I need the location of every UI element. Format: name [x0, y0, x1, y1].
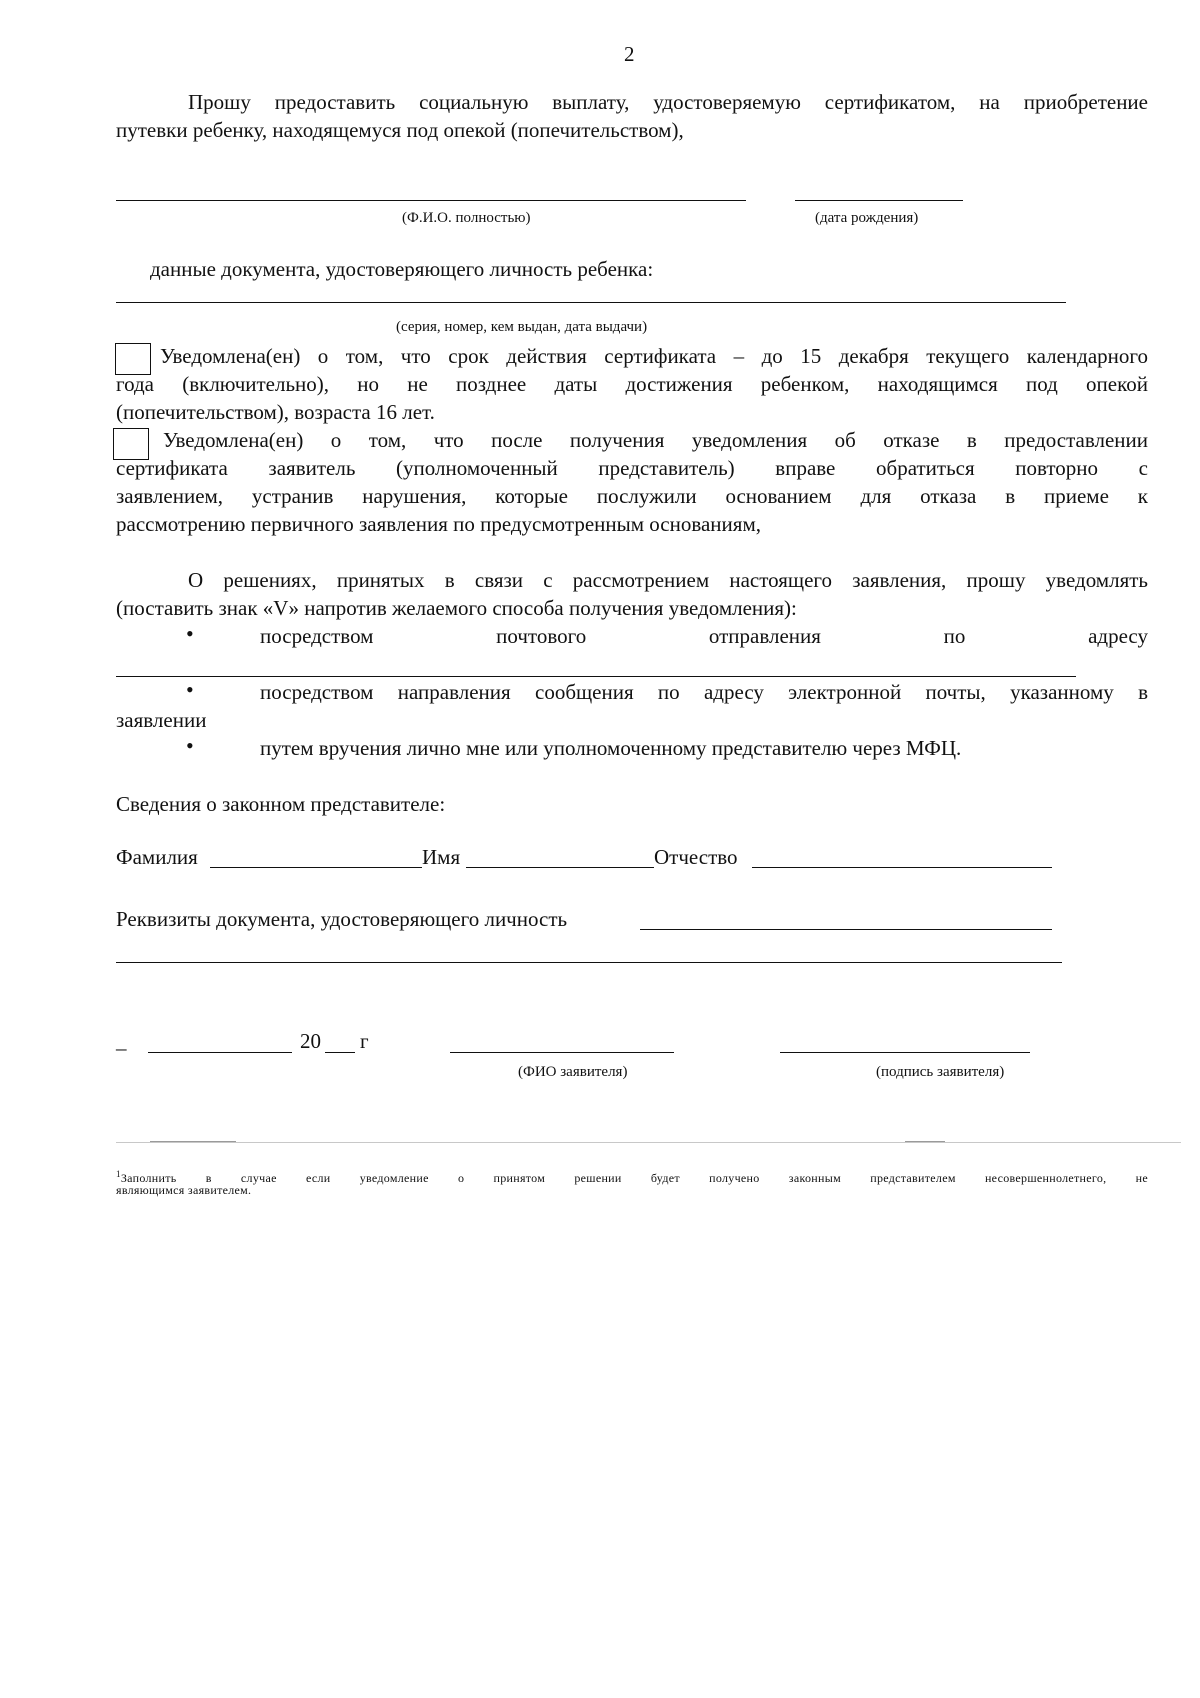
request-line-2: путевки ребенку, находящемуся под опекой (попечительством),	[116, 118, 684, 142]
rep-surname-label: Фамилия	[116, 845, 198, 869]
option-post-word: по	[943, 624, 966, 648]
birth-caption: (дата рождения)	[815, 210, 919, 226]
applicant-fio-caption: (ФИО заявителя)	[518, 1064, 628, 1080]
bullet-mfc: •	[186, 733, 194, 758]
decisions-line-2: (поставить знак «V» напротив желаемого способа получения уведомления):	[116, 596, 797, 620]
notice1-line-1: Уведомлена(ен) о том, что срок действия сертификата – до 15 декабря текущего календарного	[160, 344, 1148, 368]
option-post-word: почтового	[496, 624, 587, 648]
option-post-word: посредством	[260, 624, 374, 648]
child-doc-label: данные документа, удостоверяющего личность ребенка:	[150, 257, 654, 281]
applicant-sign-caption: (подпись заявителя)	[876, 1064, 1005, 1080]
date-year-prefix: 20	[300, 1029, 321, 1053]
child-birthdate-line[interactable]	[795, 200, 963, 201]
option-mfc: путем вручения лично мне или уполномоченному представителю через МФЦ.	[260, 736, 962, 760]
rep-patronymic-line[interactable]	[752, 867, 1052, 868]
footnote-line-2: являющимся заявителем.	[116, 1183, 252, 1197]
footnote-separator-mark	[150, 1141, 236, 1142]
bullet-email: •	[186, 677, 194, 702]
rep-patronymic-label: Отчество	[654, 845, 738, 869]
rep-doc-line-2[interactable]	[116, 962, 1062, 963]
rep-doc-line-1[interactable]	[640, 929, 1052, 930]
date-month-line[interactable]	[148, 1052, 292, 1053]
footnote-mark: 1	[116, 1169, 121, 1179]
decisions-line-1: О решениях, принятых в связи с рассмотрением настоящего заявления, прошу уведомлять	[188, 568, 1148, 592]
rep-name-label: Имя	[422, 845, 461, 869]
date-day-prefix: _	[116, 1029, 127, 1053]
option-post	[260, 622, 1148, 650]
notice1-line-2: года (включительно), но не позднее даты достижения ребенком, находящимся под опекой	[116, 372, 1148, 396]
fio-caption: (Ф.И.О. полностью)	[402, 210, 531, 226]
option-post-word: адресу	[1088, 624, 1148, 648]
footnote-text: Заполнить в случае если уведомление о принятом решении будет получено законным представителем несовершеннолетнего, не	[120, 1171, 1148, 1185]
notice1-line-3: (попечительством), возраста 16 лет.	[116, 400, 435, 424]
request-line-1: Прошу предоставить социальную выплату, удостоверяемую сертификатом, на приобретение	[188, 90, 1148, 114]
child-doc-line[interactable]	[116, 302, 1066, 303]
option-email-line-2: заявлении	[116, 708, 207, 732]
date-year-line[interactable]	[325, 1052, 355, 1053]
child-doc-caption: (серия, номер, кем выдан, дата выдачи)	[396, 319, 648, 335]
notice2-line-4: рассмотрению первичного заявления по предусмотренным основаниям,	[116, 512, 761, 536]
option-post-word: отправления	[708, 624, 821, 648]
footnote-separator	[116, 1142, 1181, 1143]
post-address-line[interactable]	[116, 676, 1076, 677]
notice2-line-2: сертификата заявитель (уполномоченный представитель) вправе обратиться повторно с	[116, 456, 1148, 480]
rep-doc-label: Реквизиты документа, удостоверяющего личность	[116, 907, 568, 931]
footnote-separator-mark	[905, 1141, 945, 1142]
footnote-line-1	[116, 1167, 1148, 1186]
rep-name-line[interactable]	[466, 867, 654, 868]
rep-heading: Сведения о законном представителе:	[116, 792, 446, 816]
notice2-line-1: Уведомлена(ен) о том, что после получения уведомления об отказе в предоставлении	[163, 428, 1148, 452]
rep-surname-line[interactable]	[210, 867, 422, 868]
child-fio-line[interactable]	[116, 200, 746, 201]
notice2-line-3: заявлением, устранив нарушения, которые послужили основанием для отказа в приеме к	[116, 484, 1148, 508]
date-year-suffix: г	[360, 1029, 369, 1053]
bullet-post: •	[186, 621, 194, 646]
applicant-sign-line[interactable]	[780, 1052, 1030, 1053]
option-email-line-1: посредством направления сообщения по адресу электронной почты, указанному в	[260, 680, 1148, 704]
applicant-fio-line[interactable]	[450, 1052, 674, 1053]
page-number: 2	[624, 42, 635, 66]
